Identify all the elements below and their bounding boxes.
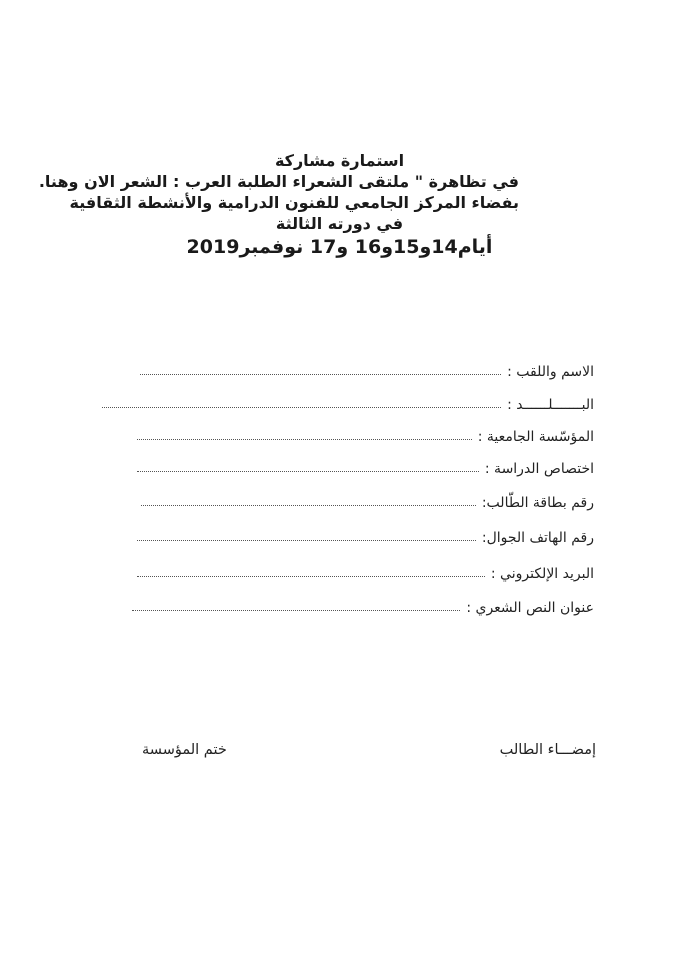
field-dotted-line[interactable]	[137, 471, 479, 472]
field-label: عنوان النص الشعري :	[466, 600, 594, 616]
student-signature-label: إمضـــاء الطالب	[499, 742, 596, 758]
institution-stamp-label: ختم المؤسسة	[142, 742, 227, 758]
field-dotted-line[interactable]	[141, 505, 476, 506]
field-specialization[interactable]	[137, 455, 594, 477]
field-poem-title[interactable]	[132, 594, 594, 616]
field-dotted-line[interactable]	[140, 374, 501, 375]
form-title: استمارة مشاركة	[274, 151, 405, 170]
field-email[interactable]	[137, 560, 594, 582]
field-country[interactable]	[102, 391, 594, 413]
event-name-line: في تظاهرة " ملتقى الشعراء الطلبة العرب : الشعر الان وهنا.	[38, 172, 519, 191]
venue-line: بفضاء المركز الجامعي للفنون الدرامية والأنشطة الثقافية	[69, 193, 519, 212]
field-label: البريد الإلكتروني :	[490, 566, 594, 582]
field-label: البـــــــلــــــد :	[507, 397, 594, 413]
field-student-card[interactable]	[141, 489, 594, 511]
field-dotted-line[interactable]	[137, 540, 476, 541]
field-label: المؤسّسة الجامعية :	[477, 429, 594, 445]
edition-line: في دورته الثالثة	[275, 214, 404, 233]
field-dotted-line[interactable]	[137, 439, 472, 440]
field-mobile[interactable]	[137, 524, 594, 546]
dates-line: أيام14و15و16 و17 نوفمبر2019	[186, 236, 493, 258]
field-name[interactable]	[140, 358, 594, 380]
field-dotted-line[interactable]	[132, 610, 460, 611]
field-label: رقم بطاقة الطّالب:	[481, 495, 594, 511]
field-label: الاسم واللقب :	[507, 364, 594, 380]
field-dotted-line[interactable]	[137, 576, 485, 577]
field-label: رقم الهاتف الجوال:	[481, 530, 594, 546]
field-label: اختصاص الدراسة :	[484, 461, 594, 477]
form-header	[38, 150, 519, 261]
field-institution[interactable]	[137, 423, 594, 445]
field-dotted-line[interactable]	[102, 407, 501, 408]
